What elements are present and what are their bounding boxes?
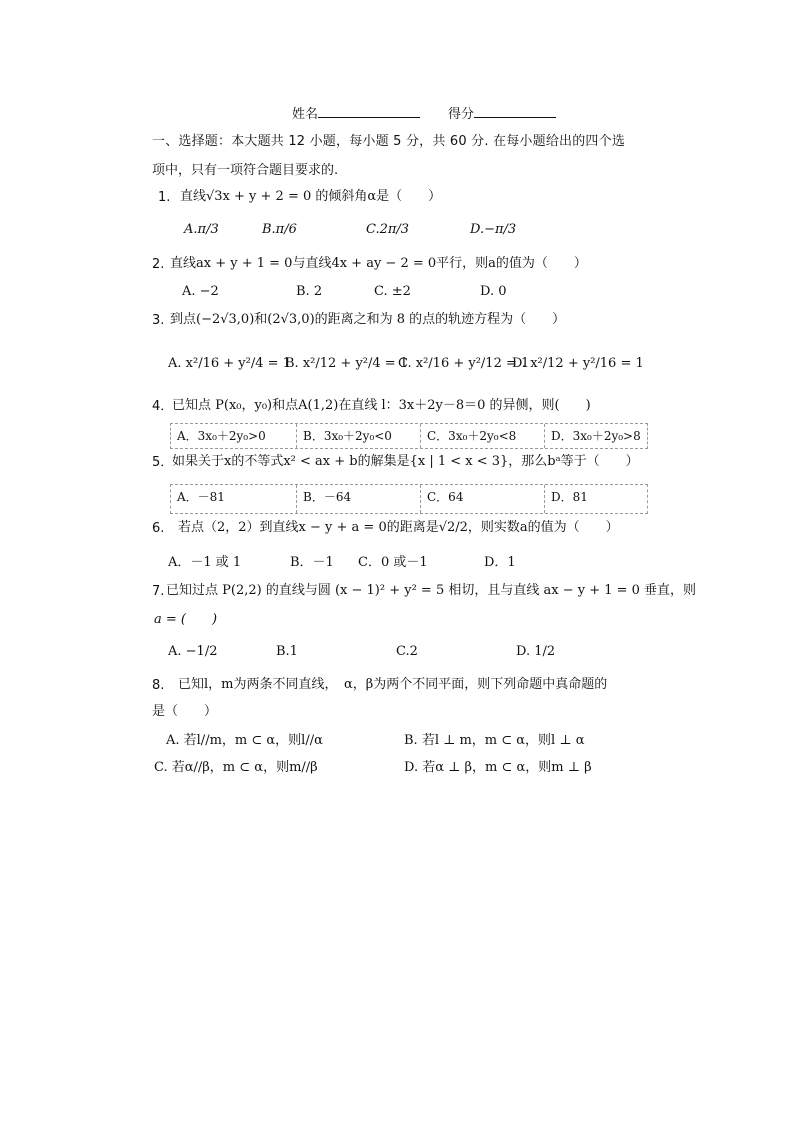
question-number: 1. <box>158 190 171 205</box>
name-field <box>292 105 420 123</box>
option-d[interactable]: D. 若α ⊥ β，m ⊂ α，则m ⊥ β <box>404 760 592 775</box>
options-table <box>170 484 648 514</box>
option-b[interactable]: B．－64 <box>297 485 421 513</box>
option-b[interactable]: B. 2 <box>296 284 323 299</box>
option-c[interactable]: C．64 <box>421 485 545 513</box>
option-d[interactable]: D. 1/2 <box>516 644 556 659</box>
option-a[interactable]: A. x²/16 + y²/4 = 1 <box>168 356 291 371</box>
question-stem: 直线ax + y + 1 = 0与直线4x + ay − 2 = 0平行，则a的值为（ ） <box>170 256 587 271</box>
option-c[interactable]: C.2π/3 <box>366 222 410 237</box>
question-number: 6. <box>152 521 165 536</box>
question-stem-line1: 已知过点 P(2,2) 的直线与圆 (x − 1)² + y² = 5 相切，且与直线 ax − y + 1 = 0 垂直，则 <box>166 583 697 598</box>
name-label: 姓名 <box>292 107 319 122</box>
question-number: 7. <box>152 584 165 599</box>
question-number: 5． <box>152 455 174 470</box>
option-b[interactable]: B．－1 <box>290 555 334 570</box>
option-d[interactable]: D．1 <box>484 555 516 570</box>
option-a[interactable]: A．3x₀＋2y₀>0 <box>171 424 297 448</box>
option-c[interactable]: C．3x₀＋2y₀<8 <box>421 424 545 448</box>
option-c[interactable]: C. 若α//β，m ⊂ α，则m//β <box>154 760 318 775</box>
section-heading-line2: 项中，只有一项符合题目要求的. <box>152 163 339 178</box>
question-stem: 到点(−2√3,0)和(2√3,0)的距离之和为 8 的点的轨迹方程为（ ） <box>170 312 566 327</box>
option-a[interactable]: A. −2 <box>182 284 219 299</box>
question-stem-line1: 已知l，m为两条不同直线， α，β为两个不同平面，则下列命题中真命题的 <box>178 677 608 692</box>
question-number: 8. <box>152 678 165 693</box>
option-c[interactable]: C．0 或－1 <box>358 555 428 570</box>
option-d[interactable]: D．3x₀＋2y₀>8 <box>551 429 641 443</box>
score-field <box>448 105 556 123</box>
option-a[interactable]: A.π/3 <box>184 222 219 237</box>
name-blank[interactable] <box>318 105 420 118</box>
question-stem-line2: a = ( ) <box>154 612 218 627</box>
option-a[interactable]: A. −1/2 <box>168 644 218 659</box>
option-b[interactable]: B.π/6 <box>262 222 297 237</box>
option-c[interactable]: C.2 <box>396 644 418 659</box>
question-number: 3. <box>152 313 165 328</box>
option-b[interactable]: B．3x₀＋2y₀<0 <box>297 424 421 448</box>
option-d[interactable]: D.−π/3 <box>470 222 517 237</box>
option-c[interactable]: C. x²/16 + y²/12 = 1 <box>398 356 530 371</box>
option-a[interactable]: A．－81 <box>171 485 297 513</box>
option-d[interactable]: D. x²/12 + y²/16 = 1 <box>512 356 644 371</box>
question-stem-line2: 是（ ） <box>152 704 218 719</box>
options-table <box>170 423 648 449</box>
option-b[interactable]: B. 若l ⊥ m，m ⊂ α，则l ⊥ α <box>404 733 585 748</box>
question-number: 4． <box>152 399 174 414</box>
option-d[interactable]: D．81 <box>551 490 588 504</box>
question-stem: 已知点 P(x₀，y₀)和点A(1,2)在直线 l：3x＋2y－8＝0 的异侧，则( ) <box>172 398 591 413</box>
question-stem: 若点（2，2）到直线x − y + a = 0的距离是√2/2，则实数a的值为（ ） <box>178 520 619 535</box>
score-label: 得分 <box>448 107 475 122</box>
score-blank[interactable] <box>474 105 556 118</box>
option-b[interactable]: B. x²/12 + y²/4 = 1 <box>285 356 409 371</box>
option-d[interactable]: D. 0 <box>480 284 507 299</box>
question-stem: 如果关于x的不等式x² < ax + b的解集是{x | 1 < x < 3}，那么bᵃ等于（ ） <box>172 454 639 469</box>
option-c[interactable]: C. ±2 <box>374 284 411 299</box>
option-a[interactable]: A. 若l//m，m ⊂ α，则l//α <box>166 733 323 748</box>
question-number: 2. <box>152 257 165 272</box>
option-a[interactable]: A．－1 或 1 <box>168 555 242 570</box>
section-heading-line1: 一、选择题：本大题共 12 小题，每小题 5 分，共 60 分. 在每小题给出的四个选 <box>152 134 626 149</box>
option-b[interactable]: B.1 <box>276 644 298 659</box>
question-stem: 直线√3x + y + 2 = 0 的倾斜角α是（ ） <box>180 189 442 204</box>
